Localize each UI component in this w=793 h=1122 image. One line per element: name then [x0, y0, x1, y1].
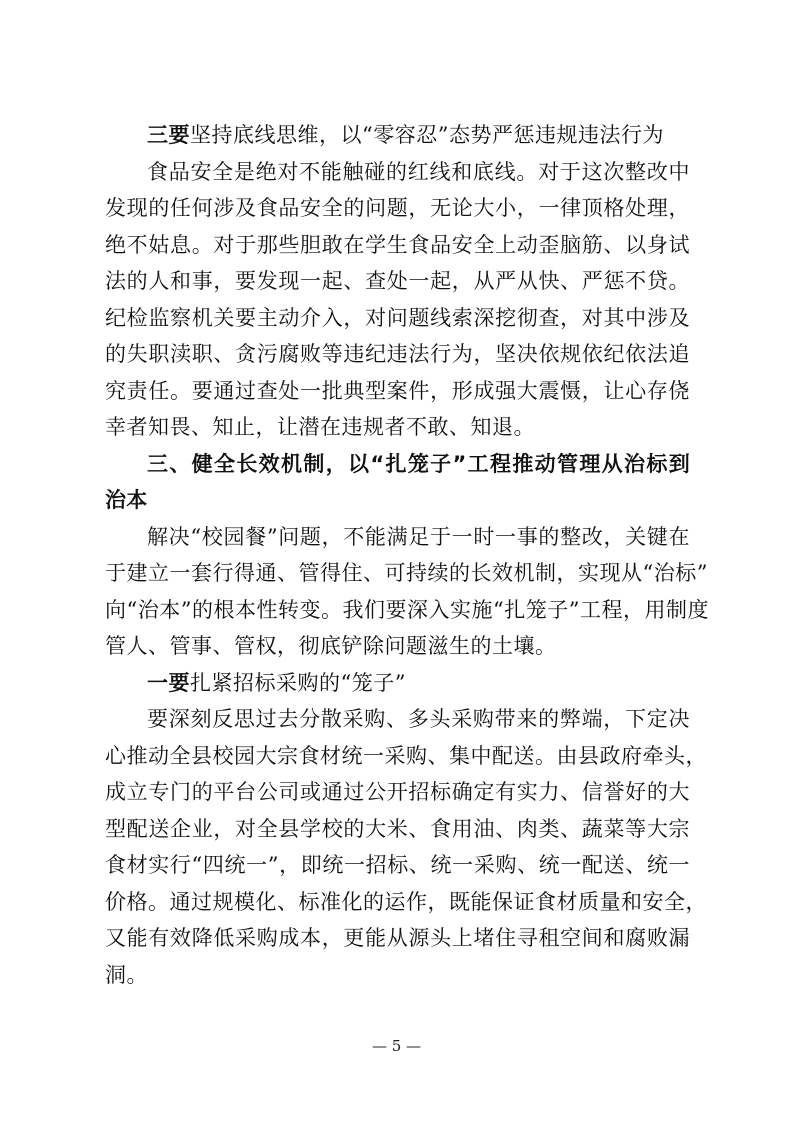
paragraph-line: 纪检监察机关要主动介入，对问题线索深挖彻查，对其中涉及: [105, 305, 690, 330]
paragraph-line: 食材实行“四统一”，即统一招标、统一采购、统一配送、统一: [105, 853, 690, 877]
item-lead: 一要: [147, 670, 190, 695]
page-number: — 5 —: [371, 1037, 422, 1055]
item-title-three-yao: [105, 117, 690, 154]
paragraph-line: 发现的任何涉及食品安全的问题，无论大小，一律顶格处理，: [105, 196, 690, 220]
section-heading: 三、健全长效机制，以“扎笼子”工程推动管理从治标到: [147, 451, 690, 476]
paragraph-line: 究责任。要通过查处一批典型案件，形成强大震慑，让心存侥: [105, 378, 690, 403]
item-title-yi-yao: [105, 665, 690, 702]
paragraph-line: 成立专门的平台公司或通过公开招标确定有实力、信誉好的大: [105, 780, 690, 804]
paragraph-line: 食品安全是绝对不能触碰的红线和底线。对于这次整改中: [147, 159, 690, 184]
item-title-text: 扎紧招标采购的“笼子”: [190, 670, 406, 695]
paragraph-line: 的失职渎职、贪污腐败等违纪违法行为，坚决依规依纪依法追: [105, 342, 690, 366]
paragraph-line: 要深刻反思过去分散采购、多头采购带来的弊端，下定决: [147, 707, 690, 731]
document-page: [105, 117, 709, 993]
paragraph-line: 又能有效降低采购成本，更能从源头上堵住寻租空间和腐败漏: [105, 926, 690, 950]
paragraph-line: 绝不姑息。对于那些胆敢在学生食品安全上动歪脑筋、以身试: [105, 232, 690, 257]
paragraph-line: 价格。通过规模化、标准化的运作，既能保证食材质量和安全，: [105, 889, 707, 914]
paragraph-line: 向“治本”的根本性转变。我们要深入实施“扎笼子”工程，用制度: [105, 597, 709, 622]
paragraph-line: 型配送企业，对全县学校的大米、食用油、肉类、蔬菜等大宗: [105, 816, 690, 841]
item-title-text: 坚持底线思维，以“零容忍”态势严惩违规违法行为: [190, 123, 664, 147]
paragraph-line: 法的人和事，要发现一起、查处一起，从严从快、严惩不贷。: [105, 269, 690, 293]
paragraph-line: 解决“校园餐”问题，不能满足于一时一事的整改，关键在: [147, 524, 690, 549]
paragraph-line: 心推动全县校园大宗食材统一采购、集中配送。由县政府牵头，: [105, 743, 707, 768]
paragraph-line: 于建立一套行得通、管得住、可持续的长效机制，实现从“治标”: [105, 561, 708, 585]
section-heading-continued: 治本: [105, 488, 148, 512]
paragraph-line: 洞。: [105, 962, 148, 987]
paragraph-line: 幸者知畏、知止，让潜在违规者不敢、知退。: [105, 415, 535, 439]
item-lead: 三要: [147, 123, 190, 147]
paragraph-line: 管人、管事、管权，彻底铲除问题滋生的土壤。: [105, 634, 557, 658]
